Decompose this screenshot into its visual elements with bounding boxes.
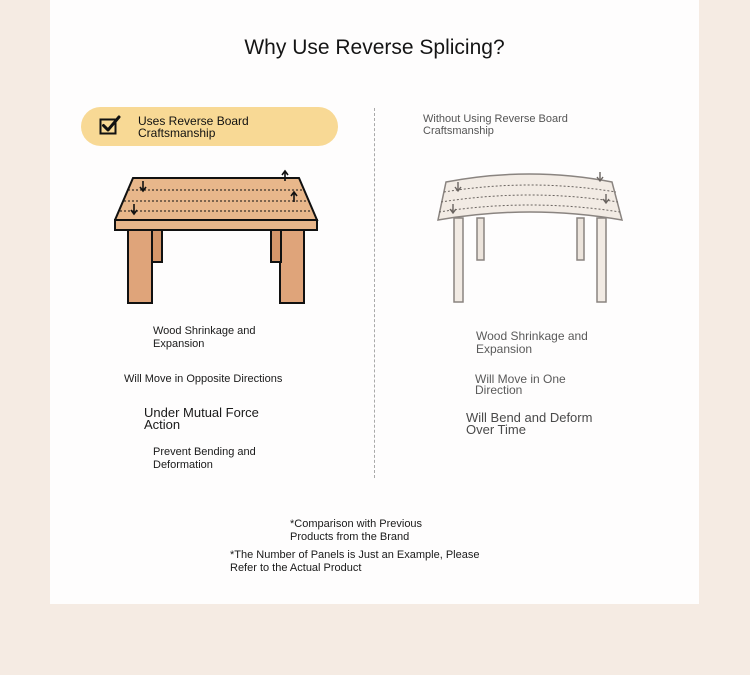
warped-table-illustration (434, 168, 626, 308)
reverse-board-heading (138, 115, 288, 139)
without-reverse-board-heading-line1: Without Using Reverse Board (423, 113, 568, 125)
without-reverse-board-heading-line2: Craftsmanship (423, 125, 494, 137)
left-point-4: Prevent Bending and Deformation (153, 446, 256, 471)
comparison-card (50, 0, 699, 604)
checkbox-check-icon (99, 115, 121, 135)
comparison-note: *Comparison with Previous Products from the Brand (290, 518, 423, 543)
right-point-3: Will Bend and Deform Over Time (466, 410, 593, 437)
left-point-3: Under Mutual Force Action (144, 405, 259, 432)
page-title: Why Use Reverse Splicing? (244, 36, 505, 59)
panels-note: *The Number of Panels is Just an Example, Please Refer to the Actual Product (230, 549, 480, 574)
left-point-1: Wood Shrinkage and Expansion (153, 325, 256, 350)
reverse-spliced-table-illustration (114, 168, 320, 306)
reverse-board-heading-line1: Uses Reverse Board (138, 114, 249, 128)
column-divider (374, 108, 375, 478)
reverse-board-heading-line2: Craftsmanship (138, 126, 216, 140)
left-point-2: Will Move in Opposite Directions (124, 373, 283, 385)
right-point-2: Will Move in One Direction (475, 372, 566, 397)
reverse-board-badge (81, 107, 338, 146)
right-point-1: Wood Shrinkage and Expansion (476, 329, 588, 356)
without-reverse-board-heading (423, 113, 603, 137)
